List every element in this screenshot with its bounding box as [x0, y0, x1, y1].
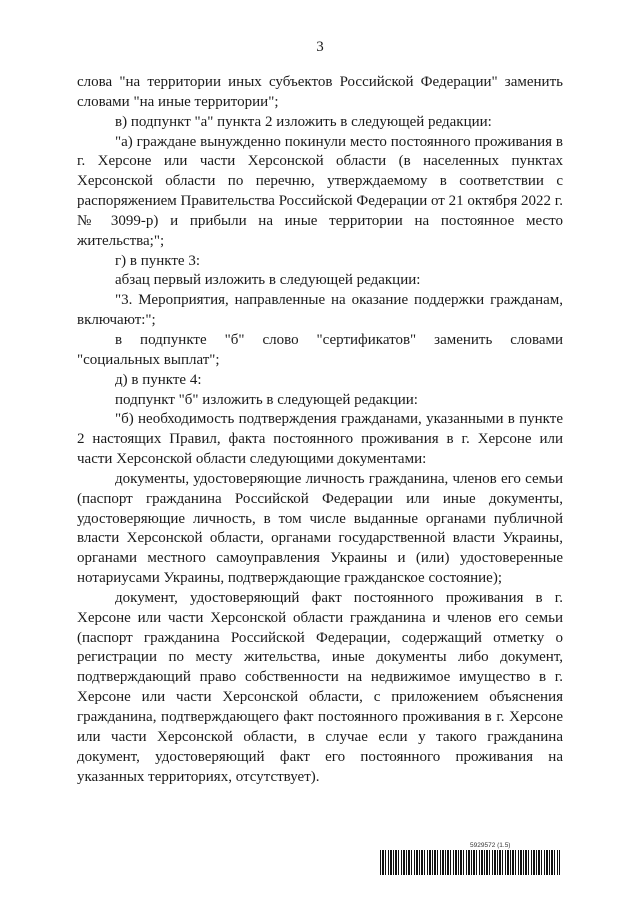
document-body: [77, 73, 563, 787]
paragraph: документ, удостоверяющий факт постоянного проживания в г. Херсоне или части Херсонской области гражданина и членов его семьи (паспорт гражданина Российской Федерации, содержащий отметку о регистрации по месту жительства, иные документы либо документ, подтверждающий право собственности на недвижимое имущество в г. Херсоне или части Херсонской области, с приложением объяснения гражданина, подтверждающего факт постоянного проживания в г. Херсоне или части Херсонской области, в случае если у такого гражданина документ, удостоверяющий факт его постоянного проживания на указанных территориях, отсутствует).: [77, 589, 563, 785]
paragraph: документы, удостоверяющие личность гражданина, членов его семьи (паспорт гражданина Российской Федерации или иные документы, удостоверяющие личность, в том числе выданные органами публичной власти Херсонской области, органами государственной власти Украины, органами местного самоуправления Украины и (или) удостоверенные нотариусами Украины, подтверждающие гражданское состояние);: [77, 470, 563, 587]
paragraph: "3. Мероприятия, направленные на оказание поддержки гражданам, включают:";: [77, 292, 563, 329]
barcode-icon: [380, 850, 560, 875]
paragraph: в) подпункт "а" пункта 2 изложить в следующей редакции:: [115, 113, 492, 130]
paragraph: д) в пункте 4:: [115, 371, 202, 388]
paragraph: "б) необходимость подтверждения гражданами, указанными в пункте 2 настоящих Правил, факта постоянного проживания в г. Херсоне или части Херсонской области следующими документами:: [77, 411, 563, 468]
paragraph: г) в пункте 3:: [115, 252, 201, 269]
paragraph: слова "на территории иных субъектов Российской Федерации" заменить словами "на иные территории";: [77, 74, 563, 110]
paragraph: абзац первый изложить в следующей редакции:: [115, 272, 421, 289]
paragraph: "а) граждане вынужденно покинули место постоянного проживания в г. Херсоне или части Херсонской области (в населенных пунктах Херсонской области по перечню, утверждаемому в соответствии с распоряжением Правительства Российской Федерации от 21 октября 2022 г. № 3099-р) и прибыли на иные территории на постоянное место жительства;";: [77, 133, 563, 249]
barcode-caption: 5929572 (1.5): [470, 842, 511, 849]
paragraph: подпункт "б" изложить в следующей редакции:: [115, 391, 418, 408]
page-number: 3: [316, 39, 324, 55]
document-barcode: [380, 841, 560, 875]
paragraph: в подпункте "б" слово "сертификатов" заменить словами "социальных выплат";: [77, 331, 563, 368]
